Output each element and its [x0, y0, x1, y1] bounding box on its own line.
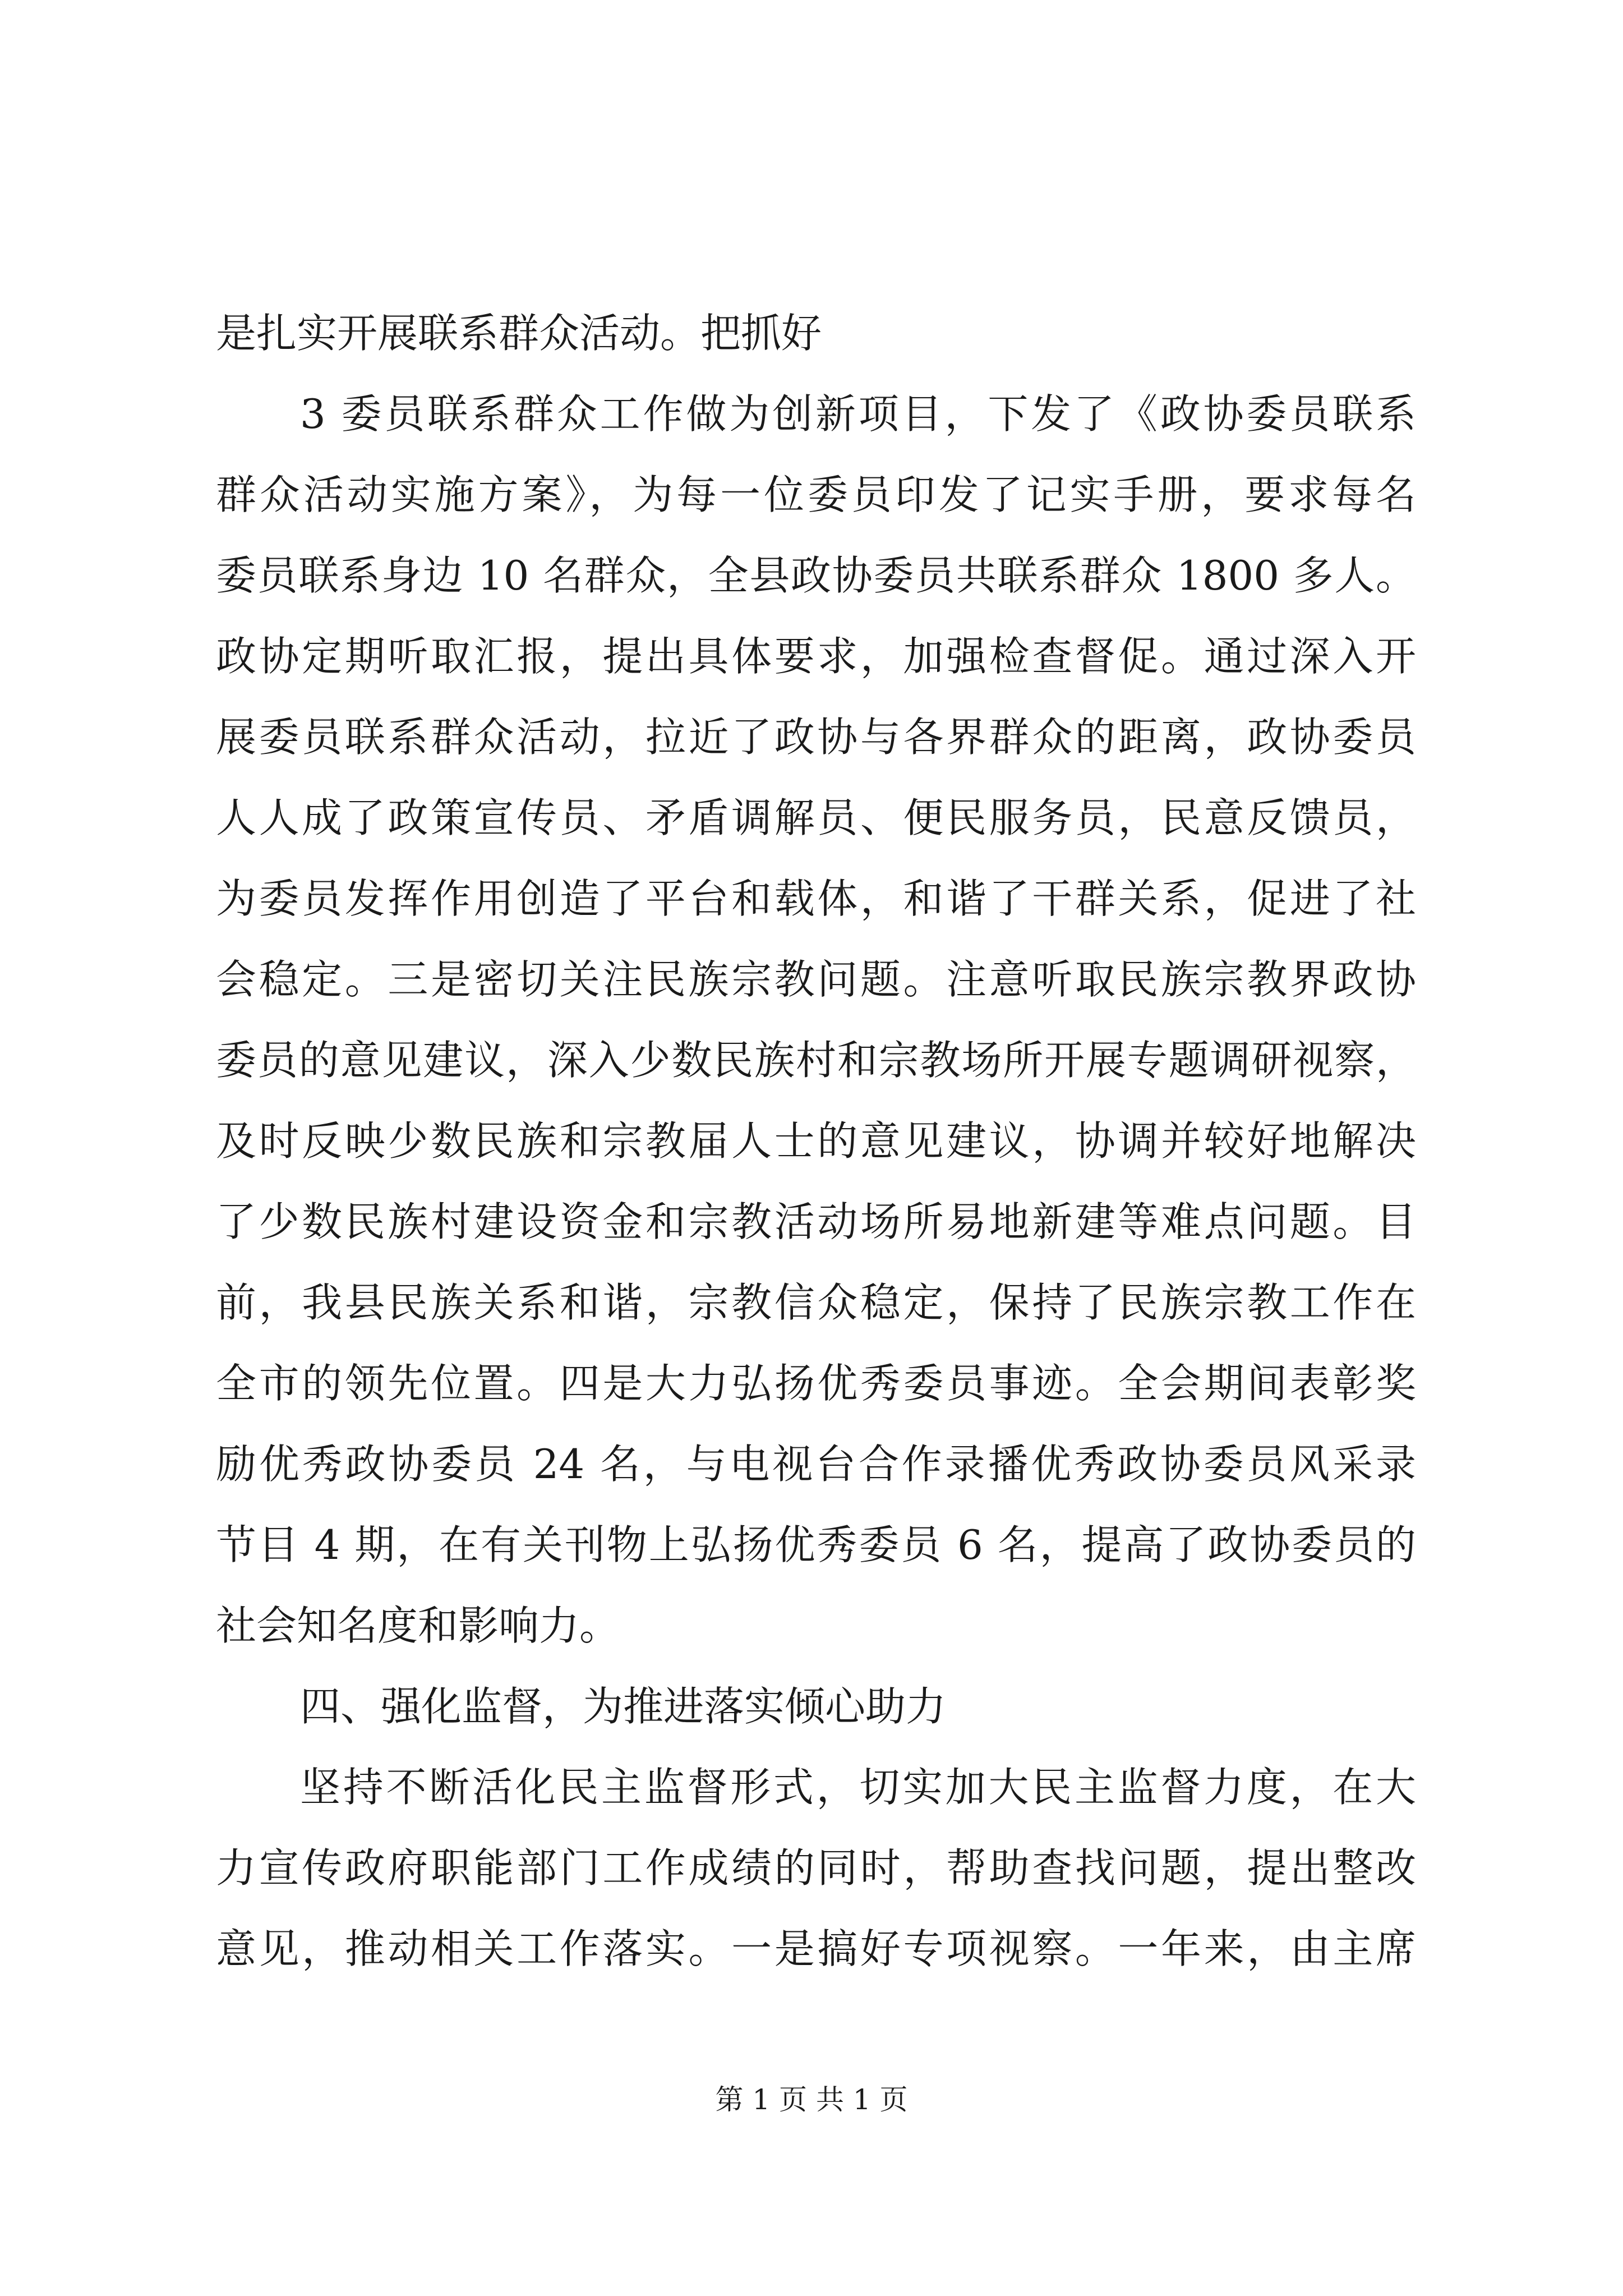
page-footer: 第 1 页 共 1 页 — [715, 2083, 908, 2116]
text-line: 节目 4 期，在有关刊物上弘扬优秀委员 6 名，提高了政协委员的 — [216, 1521, 1416, 1568]
text-line: 会稳定。三是密切关注民族宗教问题。注意听取民族宗教界政协 — [216, 956, 1416, 1003]
text-line: 力宣传政府职能部门工作成绩的同时，帮助查找问题，提出整改 — [216, 1844, 1416, 1892]
text-line: 意见，推动相关工作落实。一是搞好专项视察。一年来，由主席 — [216, 1925, 1416, 1972]
text-line: 政协定期听取汇报，提出具体要求，加强检查督促。通过深入开 — [216, 633, 1416, 680]
text-line: 前，我县民族关系和谐，宗教信众稳定，保持了民族宗教工作在 — [216, 1279, 1416, 1326]
paragraph-first-line: 3 委员联系群众工作做为创新项目，下发了《政协委员联系 — [300, 390, 1416, 438]
text-line: 了少数民族村建设资金和宗教活动场所易地新建等难点问题。目 — [216, 1198, 1416, 1245]
text-line: 委员联系身边 10 名群众，全县政协委员共联系群众 1800 多人。 — [216, 552, 1416, 599]
text-line: 励优秀政协委员 24 名，与电视台合作录播优秀政协委员风采录 — [216, 1441, 1416, 1488]
paragraph-first-line: 坚持不断活化民主监督形式，切实加大民主监督力度，在大 — [300, 1764, 1416, 1811]
text-line: 及时反映少数民族和宗教届人士的意见建议，协调并较好地解决 — [216, 1117, 1416, 1165]
text-line: 委员的意见建议，深入少数民族村和宗教场所开展专题调研视察， — [216, 1037, 1416, 1084]
text-line: 社会知名度和影响力。 — [216, 1602, 620, 1649]
text-line: 展委员联系群众活动，拉近了政协与各界群众的距离，政协委员 — [216, 714, 1416, 761]
text-line: 是扎实开展联系群众活动。把抓好 — [216, 310, 822, 357]
section-heading: 四、强化监督，为推进落实倾心助力 — [300, 1683, 947, 1730]
text-line: 为委员发挥作用创造了平台和载体，和谐了干群关系，促进了社 — [216, 875, 1416, 922]
text-line: 全市的领先位置。四是大力弘扬优秀委员事迹。全会期间表彰奖 — [216, 1360, 1416, 1407]
text-line: 人人成了政策宣传员、矛盾调解员、便民服务员，民意反馈员， — [216, 794, 1416, 841]
text-line: 群众活动实施方案》，为每一位委员印发了记实手册，要求每名 — [216, 471, 1416, 518]
